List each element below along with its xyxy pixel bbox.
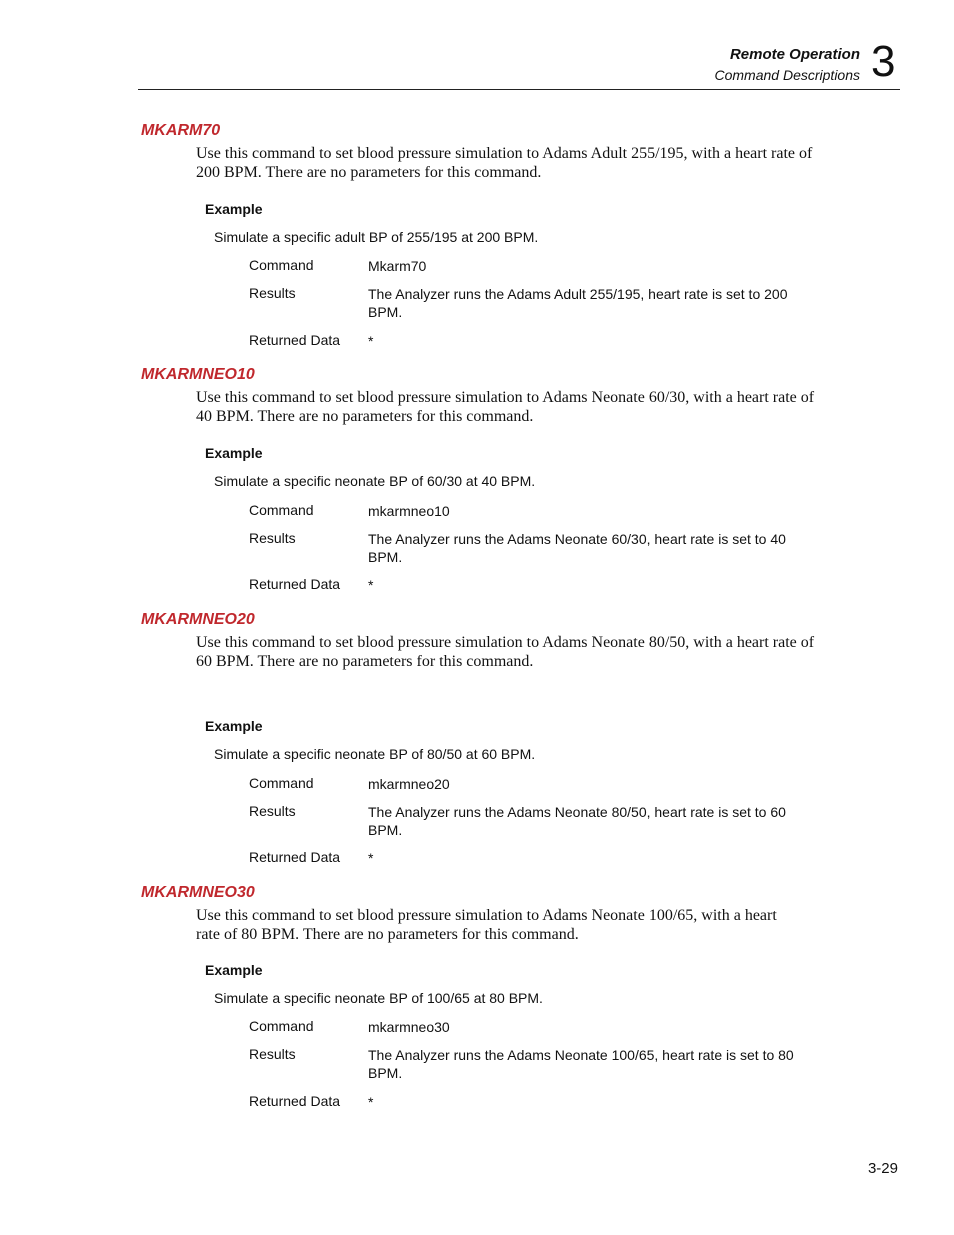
results-value: The Analyzer runs the Adams Neonate 80/50, heart rate is set to 60 BPM.: [368, 804, 786, 838]
section-heading: MKARM70: [141, 122, 221, 139]
example-label: Example: [205, 445, 263, 461]
section-heading: MKARMNEO20: [141, 611, 255, 628]
example-label: Example: [205, 201, 263, 217]
command-label: Command: [249, 502, 314, 518]
results-label: Results: [249, 803, 296, 819]
example-intro: Simulate a specific neonate BP of 60/30 at 40 BPM.: [214, 473, 536, 489]
example-label: Example: [205, 718, 263, 734]
returned-data-value: *: [368, 1094, 374, 1110]
command-label: Command: [249, 257, 314, 273]
example-intro: Simulate a specific adult BP of 255/195 at 200 BPM.: [214, 229, 539, 245]
returned-data-label: Returned Data: [249, 1093, 341, 1109]
command-label: Command: [249, 1018, 314, 1034]
section-description: Use this command to set blood pressure simulation to Adams Neonate 60/30, with a heart rate of 40 BPM. There are no parameters for this command.: [196, 389, 815, 425]
header-title: Remote Operation: [729, 46, 860, 63]
returned-data-label: Returned Data: [249, 576, 341, 592]
results-label: Results: [249, 1046, 296, 1062]
section-description: Use this command to set blood pressure simulation to Adams Neonate 80/50, with a heart rate of 60 BPM. There are no parameters for this command.: [196, 634, 815, 670]
command-value: mkarmneo20: [368, 776, 450, 792]
section-description: Use this command to set blood pressure simulation to Adams Adult 255/195, with a heart rate of 200 BPM. There are no parameters for this command.: [196, 145, 813, 181]
returned-data-label: Returned Data: [249, 332, 341, 348]
results-value: The Analyzer runs the Adams Neonate 100/65, heart rate is set to 80 BPM.: [368, 1047, 794, 1081]
results-value: The Analyzer runs the Adams Neonate 60/30, heart rate is set to 40 BPM.: [368, 531, 786, 565]
command-value: mkarmneo30: [368, 1019, 450, 1035]
returned-data-label: Returned Data: [249, 849, 341, 865]
section-heading: MKARMNEO10: [141, 366, 255, 383]
example-intro: Simulate a specific neonate BP of 80/50 at 60 BPM.: [214, 746, 536, 762]
results-value: The Analyzer runs the Adams Adult 255/195, heart rate is set to 200 BPM.: [368, 286, 788, 320]
section-heading: MKARMNEO30: [141, 884, 255, 901]
header-divider: [138, 89, 900, 90]
returned-data-value: *: [368, 850, 374, 866]
results-label: Results: [249, 530, 296, 546]
returned-data-value: *: [368, 333, 374, 349]
results-label: Results: [249, 285, 296, 301]
command-value: Mkarm70: [368, 258, 427, 274]
command-value: mkarmneo10: [368, 503, 450, 519]
header-subtitle: Command Descriptions: [714, 67, 860, 83]
chapter-number: 3: [871, 37, 896, 86]
command-label: Command: [249, 775, 314, 791]
example-label: Example: [205, 962, 263, 978]
section-description: Use this command to set blood pressure simulation to Adams Neonate 100/65, with a heart rate of 80 BPM. There are no parameters for this command.: [196, 907, 777, 943]
example-intro: Simulate a specific neonate BP of 100/65 at 80 BPM.: [214, 990, 543, 1006]
page-number: 3-29: [867, 1160, 898, 1177]
returned-data-value: *: [368, 577, 374, 593]
